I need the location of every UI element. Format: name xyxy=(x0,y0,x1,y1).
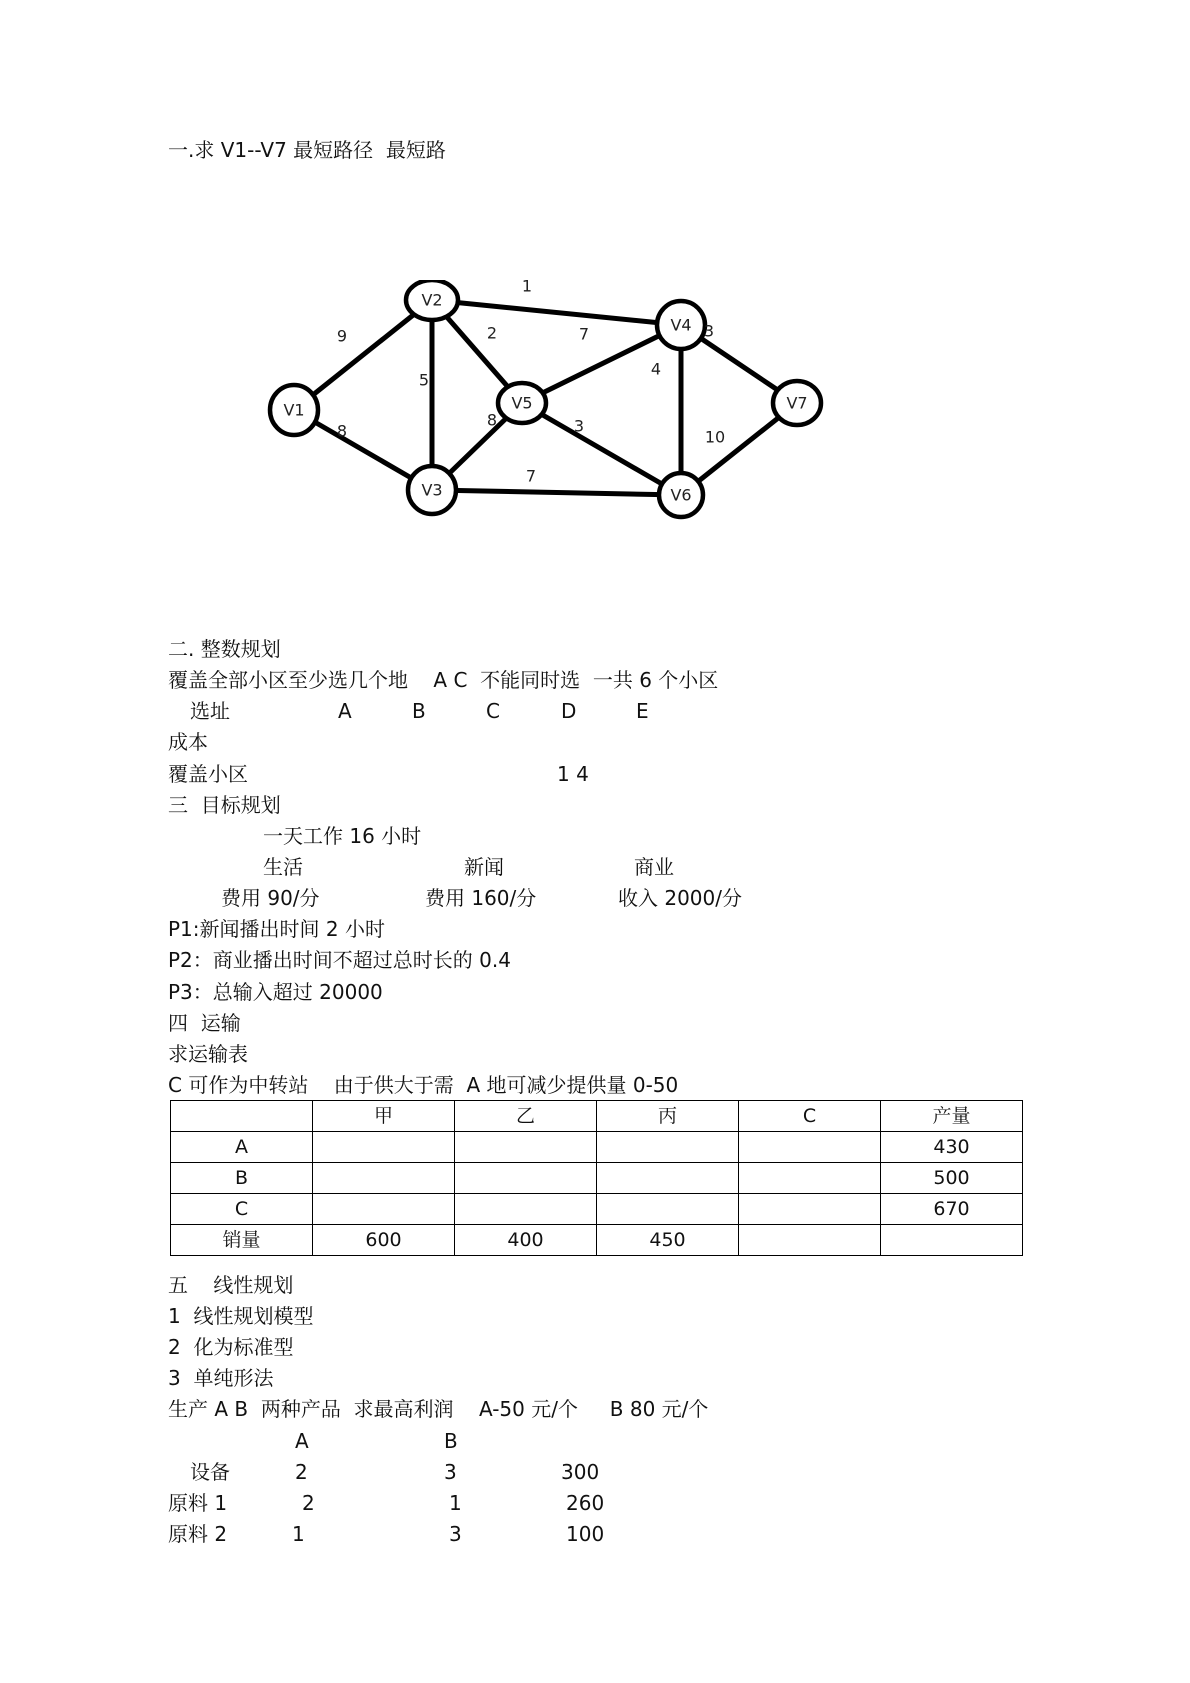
table-cell: 甲 xyxy=(313,1101,455,1132)
goal-p3: P3：总输入超过 20000 xyxy=(168,980,383,1004)
table-cell: 丙 xyxy=(597,1101,739,1132)
table-cell xyxy=(455,1163,597,1194)
table-row xyxy=(171,1163,1023,1194)
table-row xyxy=(171,1101,1023,1132)
node-label: V6 xyxy=(670,485,692,505)
table-cell: 产量 xyxy=(881,1101,1023,1132)
table-cell xyxy=(739,1194,881,1225)
section1-title: 一.求 V1--V7 最短路径 最短路 xyxy=(168,138,446,162)
lp-head-b: B xyxy=(444,1429,458,1453)
table-row xyxy=(171,1194,1023,1225)
lp-row-a: 2 xyxy=(295,1460,308,1484)
edge-weight: 8 xyxy=(336,421,348,441)
edge-weight: 3 xyxy=(703,321,715,341)
table-cell xyxy=(597,1163,739,1194)
goal-p1: P1:新闻播出时间 2 小时 xyxy=(168,917,385,941)
edge-weight: 1 xyxy=(521,280,533,296)
node-label: V4 xyxy=(670,315,692,335)
table-row xyxy=(171,1225,1023,1256)
section5-title: 五 线性规划 xyxy=(168,1273,294,1297)
edge-weight: 3 xyxy=(573,416,585,436)
section5-line4: 生产 A B 两种产品 求最高利润 A-50 元/个 B 80 元/个 xyxy=(168,1397,709,1421)
section4-title: 四 运输 xyxy=(168,1011,241,1035)
table-cell: 670 xyxy=(881,1194,1023,1225)
table-cell xyxy=(171,1101,313,1132)
edge-v5-v6 xyxy=(522,403,681,495)
section4-line2: C 可作为中转站 由于供大于需 A 地可减少提供量 0-50 xyxy=(168,1073,679,1097)
edge-weight: 5 xyxy=(418,370,430,390)
table-cell: 600 xyxy=(313,1225,455,1256)
table-cell xyxy=(313,1194,455,1225)
section2-title: 二. 整数规划 xyxy=(168,637,281,661)
table-cell: C xyxy=(171,1194,313,1225)
shortest-path-graph xyxy=(260,280,840,530)
table-cell: 430 xyxy=(881,1132,1023,1163)
table-cell: 450 xyxy=(597,1225,739,1256)
table-cell: 销量 xyxy=(171,1225,313,1256)
lp-row-limit: 100 xyxy=(566,1522,605,1546)
goal-p2: P2：商业播出时间不超过总时长的 0.4 xyxy=(168,948,511,972)
node-label: V2 xyxy=(421,290,443,310)
table-cell xyxy=(455,1194,597,1225)
site-a: A xyxy=(338,699,352,723)
section5-line3: 3 单纯形法 xyxy=(168,1366,274,1390)
table-cell: 乙 xyxy=(455,1101,597,1132)
cat-business: 商业 xyxy=(634,855,674,879)
site-row-label: 选址 xyxy=(190,699,230,723)
site-c: C xyxy=(486,699,500,723)
node-label: V5 xyxy=(511,393,533,413)
section3-title: 三 目标规划 xyxy=(168,793,281,817)
val-business: 收入 2000/分 xyxy=(618,886,742,910)
table-cell xyxy=(739,1225,881,1256)
node-label: V3 xyxy=(421,480,443,500)
lp-row-label: 设备 xyxy=(190,1460,230,1484)
edge-weight: 9 xyxy=(336,326,348,346)
table-cell xyxy=(313,1163,455,1194)
lp-row-label: 原料 2 xyxy=(168,1522,228,1546)
cost-row-label: 成本 xyxy=(168,730,208,754)
site-e: E xyxy=(636,699,649,723)
section2-line1: 覆盖全部小区至少选几个地 A C 不能同时选 一共 6 个小区 xyxy=(168,668,719,692)
cat-news: 新闻 xyxy=(464,855,504,879)
lp-row-b: 1 xyxy=(449,1491,462,1515)
edge-weight: 8 xyxy=(486,410,498,430)
edge-v2-v4 xyxy=(432,300,681,325)
table-cell xyxy=(881,1225,1023,1256)
lp-row-a: 1 xyxy=(292,1522,305,1546)
cat-life: 生活 xyxy=(263,855,303,879)
section4-line1: 求运输表 xyxy=(168,1042,248,1066)
lp-row-a: 2 xyxy=(302,1491,315,1515)
section5-line2: 2 化为标准型 xyxy=(168,1335,294,1359)
edge-weight: 10 xyxy=(704,427,726,447)
table-cell: 400 xyxy=(455,1225,597,1256)
node-label: V7 xyxy=(786,393,808,413)
lp-row-limit: 260 xyxy=(566,1491,605,1515)
table-cell xyxy=(597,1132,739,1163)
table-cell: 500 xyxy=(881,1163,1023,1194)
transport-table xyxy=(170,1100,1023,1256)
site-d: D xyxy=(561,699,577,723)
section3-line1: 一天工作 16 小时 xyxy=(263,824,422,848)
node-label: V1 xyxy=(283,400,305,420)
table-row xyxy=(171,1132,1023,1163)
val-news: 费用 160/分 xyxy=(425,886,537,910)
table-cell: B xyxy=(171,1163,313,1194)
table-cell xyxy=(739,1132,881,1163)
lp-row-limit: 300 xyxy=(561,1460,600,1484)
edge-weight: 4 xyxy=(650,359,662,379)
lp-row-b: 3 xyxy=(444,1460,457,1484)
table-cell xyxy=(597,1194,739,1225)
val-life: 费用 90/分 xyxy=(221,886,320,910)
table-cell xyxy=(455,1132,597,1163)
section5-line1: 1 线性规划模型 xyxy=(168,1304,314,1328)
edge-weight: 2 xyxy=(486,323,498,343)
table-cell: A xyxy=(171,1132,313,1163)
lp-row-b: 3 xyxy=(449,1522,462,1546)
edge-weight: 7 xyxy=(525,466,537,486)
cover-value: 1 4 xyxy=(557,762,589,786)
table-cell: C xyxy=(739,1101,881,1132)
table-cell xyxy=(313,1132,455,1163)
site-b: B xyxy=(412,699,426,723)
edge-v3-v6 xyxy=(432,490,681,495)
lp-row-label: 原料 1 xyxy=(168,1491,228,1515)
lp-head-a: A xyxy=(295,1429,309,1453)
table-cell xyxy=(739,1163,881,1194)
edge-weight: 7 xyxy=(578,324,590,344)
cover-row-label: 覆盖小区 xyxy=(168,762,248,786)
